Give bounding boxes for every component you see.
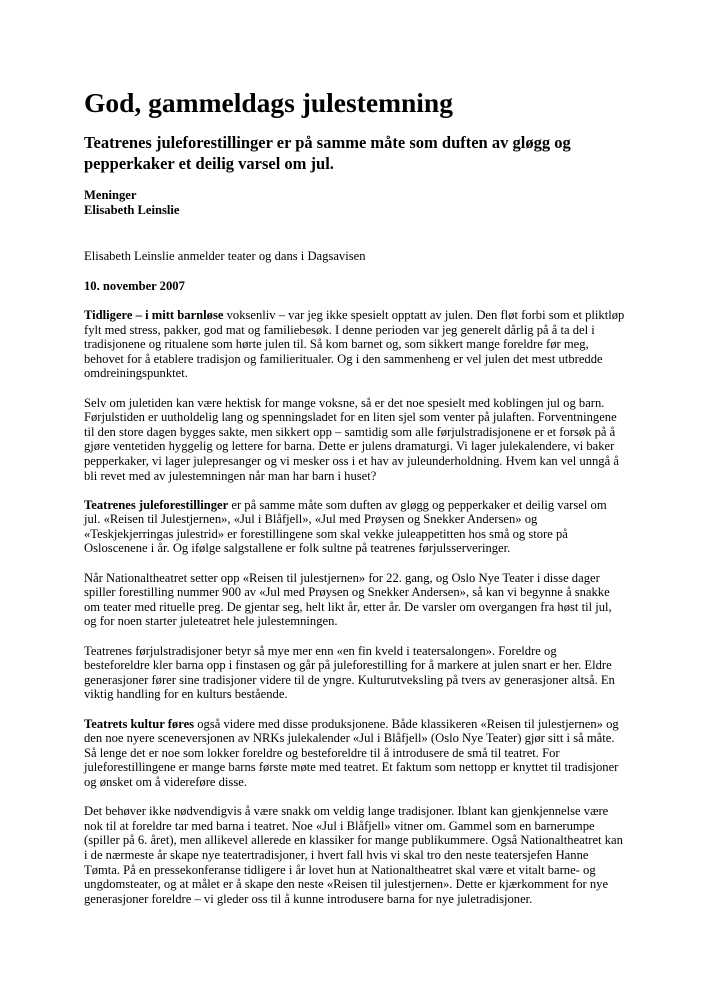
paragraph-bold-lead: Teatrenes juleforestillinger bbox=[84, 497, 229, 512]
publish-date: 10. november 2007 bbox=[84, 278, 185, 293]
paragraph-text: Det behøver ikke nødvendigvis å være snakk om veldig lange tradisjoner. Iblant kan gjenkjennelse være nok til at foreldre tar med barna i teatret. Noe «Jul i Blåfjell» vitner om. Gammel som en barnerumpe (spiller på 6. året), men allikevel allerede en klassiker for mange publikummere. Også Nationaltheatret kan i de nærmeste år skape nye teatertradisjoner, i hvert fall hvis vi skal tro den neste teatersjefen Hanne Tømta. På en pressekonferanse tidligere i år lovet hun at Nationaltheatret skal være et vitalt barne- og ungdomsteater, og at målet er å skape den neste «Reisen til julestjernen». Dette er kjærkomment for nye generasjoner foreldre – vi gleder oss til å kunne introdusere barna for nye juletradisjoner. bbox=[84, 804, 623, 906]
article-paragraph bbox=[84, 571, 625, 629]
article-paragraph bbox=[84, 498, 625, 556]
paragraph-text: er på samme måte som duften av gløgg og pepperkaker et deilig varsel om jul. «Reisen til Julestjernen», «Jul i Blåfjell», «Jul med Prøysen og Snekker Andersen» og «Teskjekjerringas julestrid» er forestillingene som skal vekke juleappetitten hos små og store på Osloscenene i år. Og ifølge salgstallene er folk sultne på teatrenes førjulsserveringer. bbox=[84, 497, 607, 556]
paragraph-bold-lead: Tidligere – i mitt barnløse bbox=[84, 307, 224, 322]
article-paragraph bbox=[84, 644, 625, 702]
article bbox=[84, 0, 625, 906]
paragraph-bold-lead: Teatrets kultur føres bbox=[84, 716, 195, 731]
author-name: Elisabeth Leinslie bbox=[84, 202, 180, 217]
paragraph-text: også videre med disse produksjonene. Både klassikeren «Reisen til julestjernen» og den noe nyere sceneversjonen av NRKs julekalender «Jul i Blåfjell» (Oslo Nye Teater) gjør sitt i så måte. Så lenge det er noe som lokker foreldre og besteforeldre til å introdusere de små til teatret. For juleforestillingene er mange barns første møte med teatret. Et faktum som nettopp er knyttet til tradisjoner og ønsket om å videreføre disse. bbox=[84, 716, 619, 789]
article-paragraph bbox=[84, 396, 625, 484]
article-paragraph bbox=[84, 804, 625, 906]
paragraph-text: Når Nationaltheatret setter opp «Reisen til julestjernen» for 22. gang, og Oslo Nye Teater i disse dager spiller forestilling nummer 900 av «Jul med Prøysen og Snekker Andersen», så kan vi begynne å snakke om teater med rituelle preg. De gjentar seg, helt likt år, etter år. De varsler om overgangen fra høst til jul, og for noen starter juleteatret hele julestemningen. bbox=[84, 570, 612, 629]
paragraph-text: Selv om juletiden kan være hektisk for mange voksne, så er det noe spesielt med koblingen jul og barn. Førjulstiden er uutholdelig lang og spenningsladet for en liten sjel som venter på julaften. Forventningene til den store dagen bygges sakte, men sikkert opp – samtidig som alle førjulstradisjonene er et forsøk på å gjøre ventetiden hyggelig og lettere for barna. Dette er julens dramaturgi. Vi lager julekalendere, vi baker pepperkaker, vi lager julepresanger og vi mesker oss i et hav av juleunderholdning. Hvem kan vel unngå å bli revet med av julestemningen når man har barn i huset? bbox=[84, 395, 619, 483]
article-body bbox=[84, 308, 625, 906]
page-title: God, gammeldags julestemning bbox=[84, 87, 453, 118]
article-paragraph bbox=[84, 308, 625, 381]
article-kicker bbox=[84, 188, 625, 217]
author-note: Elisabeth Leinslie anmelder teater og dans i Dagsavisen bbox=[84, 249, 366, 264]
section-label: Meninger bbox=[84, 188, 137, 202]
paragraph-text: Teatrenes førjulstradisjoner betyr så mye mer enn «en fin kveld i teatersalongen». Foreldre og besteforeldre kler barna opp i finstasen og går på juleforestilling for å markere at julen snart er her. Eldre generasjoner fører sine tradisjoner videre til de yngre. Kulturutveksling på tvers av generasjoner altså. En viktig handling for en kulturs bestående. bbox=[84, 643, 615, 702]
article-paragraph bbox=[84, 717, 625, 790]
paragraph-text: voksenliv – var jeg ikke spesielt opptatt av julen. Den fløt forbi som et pliktløp fylt med stress, pakker, god mat og familiebesøk. I denne perioden var jeg generelt dårlig på å ta del i tradisjonene og ritualene som hørte julen til. Så kom barnet og, som sikkert mange foreldre før meg, behovet for å etablere tradisjon og familieritualer. Og i den sammenheng er vel julen det mest utbredde omdreiningspunktet. bbox=[84, 307, 625, 381]
article-lead: Teatrenes juleforestillinger er på samme måte som duften av gløgg og pepperkaker et deilig varsel om jul. bbox=[84, 133, 571, 173]
